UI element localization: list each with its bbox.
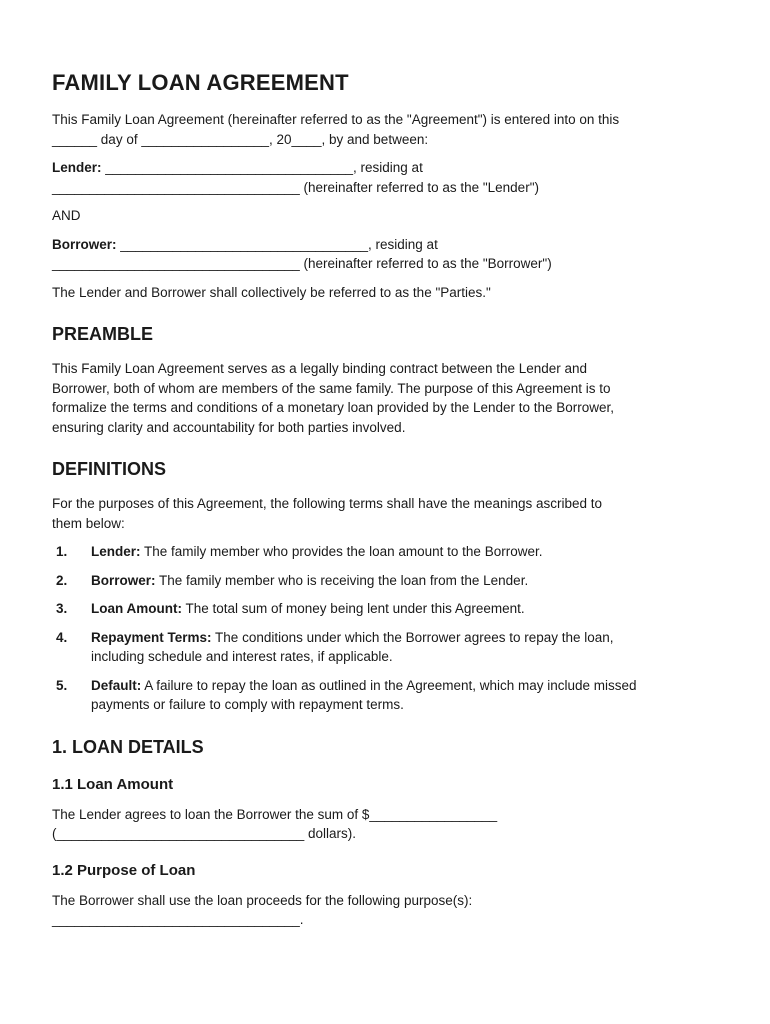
definition-text: The family member who provides the loan amount to the Borrower.	[140, 544, 543, 559]
preamble-heading: PREAMBLE	[52, 324, 154, 344]
loan-purpose-line-2: _________________________________.	[52, 912, 304, 927]
list-item	[52, 571, 718, 591]
borrower-label: Borrower:	[52, 236, 117, 252]
definitions-intro-line-2: them below:	[52, 515, 125, 531]
document-title: FAMILY LOAN AGREEMENT	[52, 70, 349, 95]
list-item	[52, 628, 718, 667]
borrower-address-blank: _________________________________ (hereinafter referred to as the "Borrower")	[52, 256, 552, 271]
list-item-number: 5.	[56, 677, 68, 693]
loan-purpose-subsection	[52, 862, 718, 930]
definition-text-continued: including schedule and interest rates, if applicable.	[91, 649, 393, 664]
lender-address-blank: _________________________________ (hereinafter referred to as the "Lender")	[52, 179, 539, 195]
loan-amount-line-1: The Lender agrees to loan the Borrower the sum of $_________________	[52, 806, 498, 822]
list-item-number: 2.	[56, 572, 68, 588]
definition-term: Repayment Terms:	[91, 629, 212, 645]
list-item-number: 3.	[56, 601, 68, 616]
preamble-section	[52, 324, 718, 437]
preamble-line-1: This Family Loan Agreement serves as a legally binding contract between the Lender and	[52, 361, 588, 376]
and-separator: AND	[52, 208, 81, 223]
definition-term: Borrower:	[91, 572, 156, 588]
loan-amount-subsection	[52, 776, 718, 844]
intro-line-1: This Family Loan Agreement (hereinafter referred to as the "Agreement") is entered into on this	[52, 112, 620, 127]
list-item-number: 4.	[56, 629, 68, 645]
definitions-section	[52, 459, 718, 715]
intro-paragraph	[52, 110, 718, 149]
definitions-list	[52, 542, 718, 715]
loan-purpose-heading: 1.2 Purpose of Loan	[52, 861, 196, 879]
intro-line-2: ______ day of _________________, 20____, by and between:	[52, 131, 429, 147]
loan-purpose-paragraph	[52, 891, 718, 930]
preamble-line-3: formalize the terms and conditions of a monetary loan provided by the Lender to the Borrower,	[52, 400, 615, 415]
lender-label: Lender:	[52, 160, 102, 175]
definition-text-continued: payments or failure to comply with repayment terms.	[91, 697, 404, 712]
borrower-name-blank: _________________________________, residing at	[116, 236, 438, 252]
definitions-intro-line-1: For the purposes of this Agreement, the following terms shall have the meanings ascribed to	[52, 496, 603, 511]
definition-text: The total sum of money being lent under this Agreement.	[181, 601, 525, 616]
loan-details-heading: 1. LOAN DETAILS	[52, 736, 204, 757]
lender-name-blank: _________________________________, residing at	[101, 160, 423, 175]
definition-text: The conditions under which the Borrower agrees to repay the loan,	[211, 629, 614, 645]
list-item	[52, 542, 718, 562]
loan-amount-paragraph	[52, 805, 718, 844]
definition-text: A failure to repay the loan as outlined in the Agreement, which may include missed	[141, 677, 637, 693]
preamble-line-4: ensuring clarity and accountability for both parties involved.	[52, 419, 406, 435]
definitions-intro	[52, 494, 718, 533]
definitions-heading: DEFINITIONS	[52, 459, 167, 479]
definition-term: Lender:	[91, 544, 141, 559]
list-item	[52, 676, 718, 715]
definition-term: Default:	[91, 677, 142, 693]
parties-statement: The Lender and Borrower shall collectively be referred to as the "Parties."	[52, 284, 491, 300]
list-item-number: 1.	[56, 544, 68, 559]
loan-amount-line-2: (_________________________________ dollars).	[52, 826, 357, 841]
loan-purpose-line-1: The Borrower shall use the loan proceeds for the following purpose(s):	[52, 892, 473, 908]
preamble-line-2: Borrower, both of whom are members of the same family. The purpose of this Agreement is to	[52, 380, 611, 396]
definition-term: Loan Amount:	[91, 601, 182, 616]
preamble-paragraph	[52, 359, 718, 437]
loan-amount-heading: 1.1 Loan Amount	[52, 775, 174, 793]
loan-details-section	[52, 737, 718, 930]
list-item	[52, 599, 718, 619]
lender-block	[52, 158, 718, 197]
definition-text: The family member who is receiving the loan from the Lender.	[155, 572, 529, 588]
borrower-block	[52, 235, 718, 274]
